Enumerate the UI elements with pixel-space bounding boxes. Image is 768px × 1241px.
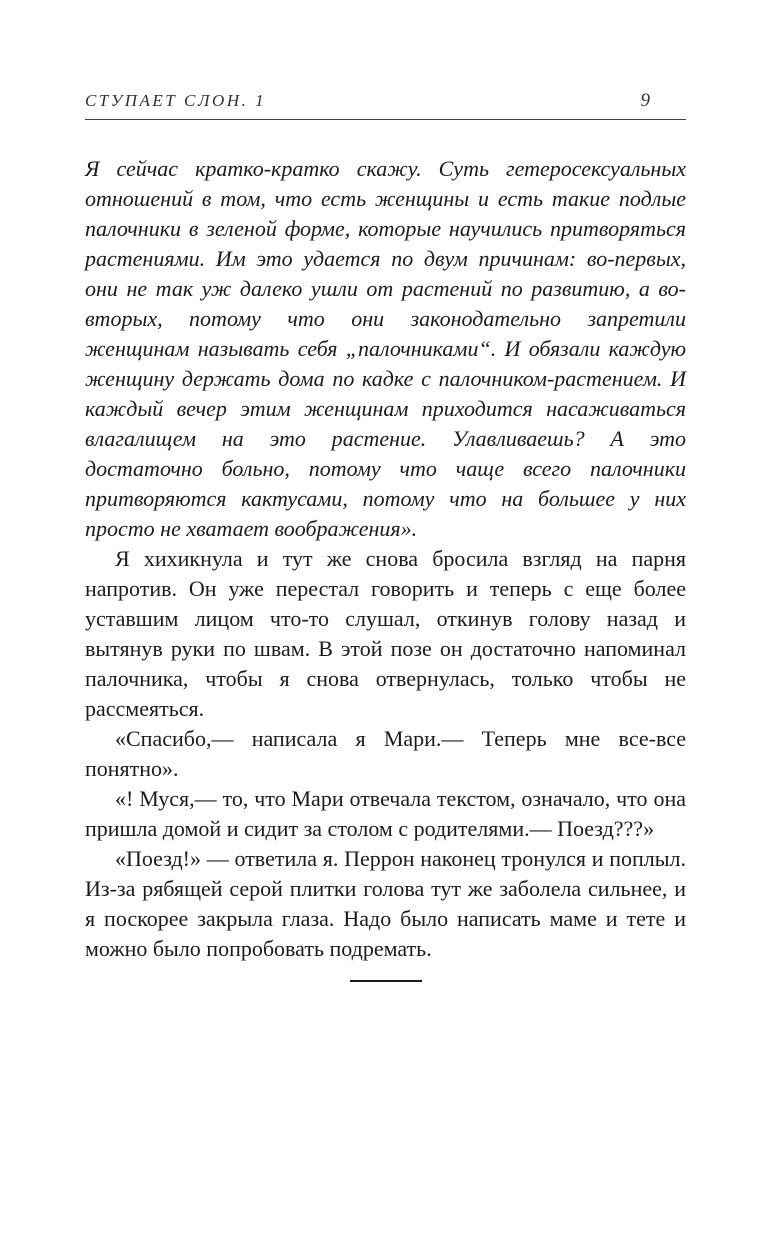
body-text (85, 154, 686, 964)
header-rule (85, 119, 686, 120)
running-title: СТУПАЕТ СЛОН. 1 (85, 91, 267, 110)
paragraph-quote: Я сейчас кратко-кратко скажу. Суть гетеросексуальных отношений в том, что есть женщины и есть такие подлые палочники в зеленой форме, которые научились притворяться растениями. Им это удается по двум причинам: во-первых, они не так уж далеко ушли от растений по развитию, а во-вторых, потому что они законодательно запретили женщинам называть себя „палочниками“. И обязали каждую женщину держать дома по кадке с палочником-растением. И каждый вечер этим женщинам приходится насаживаться влагалищем на это растение. Улавливаешь? А это достаточно больно, потому что чаще всего палочники притворяются кактусами, потому что на большее у них просто не хватает воображения». (85, 156, 686, 541)
paragraph: «Спасибо,— написала я Мари.— Теперь мне все-все понятно». (85, 726, 686, 781)
paragraph: «Поезд!» — ответила я. Перрон наконец тронулся и поплыл. Из-за рябящей серой плитки голова тут же заболела сильнее, и я поскорее закрыла глаза. Надо было написать маме и тете и можно было попробовать подремать. (85, 846, 686, 961)
paragraph: Я хихикнула и тут же снова бросила взгляд на парня напротив. Он уже перестал говорить и теперь с еще более уставшим лицом что-то слушал, откинув голову назад и вытянув руки по швам. В этой позе он достаточно напоминал палочника, чтобы я снова отвернулась, только чтобы не рассмеяться. (85, 546, 686, 721)
paragraph: «! Муся,— то, что Мари отвечала текстом, означало, что она пришла домой и сидит за столом с родителями.— Поезд???» (85, 786, 686, 841)
page-number: 9 (640, 90, 650, 111)
book-page (85, 0, 686, 982)
section-divider (350, 980, 422, 982)
page-header (85, 0, 686, 112)
